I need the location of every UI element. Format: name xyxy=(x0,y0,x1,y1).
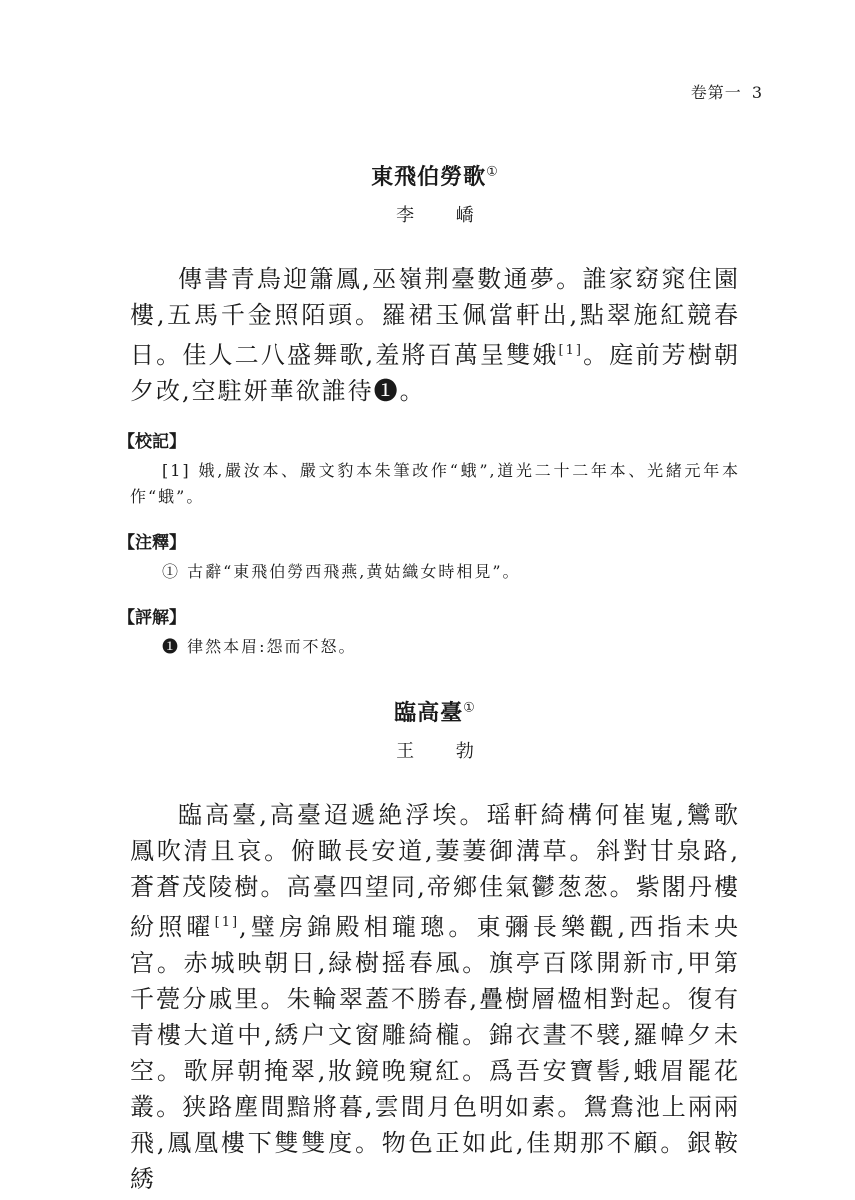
footnote-marker: ① xyxy=(463,700,476,716)
page-number: 3 xyxy=(751,83,763,102)
poem-title-text: 臨高臺 xyxy=(394,700,464,726)
commentary-marker: ❶ xyxy=(373,377,400,405)
annotation-note: ① 古辭“東飛伯勞西飛燕,黄姑織女時相見”。 xyxy=(162,562,521,581)
collation-ref: [1] xyxy=(214,915,240,930)
poem-title-text: 東飛伯勞歌 xyxy=(371,164,487,190)
collation-ref: [1] xyxy=(558,343,583,358)
collation-note: [1] 娥,嚴汝本、嚴文豹本朱筆改作“蛾”,道光二十二年本、光緒元年本作“蛾”。 xyxy=(130,461,740,506)
poem-title-2 xyxy=(130,696,740,727)
poem-text: ,璧房錦殿相瓏璁。東彌長樂觀,西指未央宫。赤城映朝日,緑樹摇春風。旗亭百隊開新市,甲第千甍分戚里。朱輪翠蓋不勝春,疊樹層楹相對起。復有青樓大道中,綉户文窗雕綺櫳。錦衣晝不襞,羅幃夕未空。歌屏朝掩翠,妝鏡晚窺紅。爲吾安寶髻,蛾眉罷花叢。狭路塵間黯將暮,雲間月色明如素。鴛鴦池上兩兩飛,鳳凰樓下雙雙度。物色正如此,佳期那不顧。銀鞍綉 xyxy=(130,913,740,1193)
poem-text: 臨高臺,高臺迢遞絶浮埃。瑶軒綺構何崔嵬,鸞歌鳳吹清且哀。俯瞰長安道,萋萋御溝草。斜對甘泉路,蒼蒼茂陵樹。高臺四望同,帝鄉佳氣鬱葱葱。紫閣丹樓紛照曜 xyxy=(130,801,740,941)
poem-text: 傳書青鳥迎簫鳳,巫嶺荆臺數通夢。誰家窈窕住園樓,五馬千金照陌頭。羅裙玉佩當軒出,點翠施紅競春日。佳人二八盛舞歌,羞將百萬呈雙娥 xyxy=(130,265,740,369)
poem-text: 。庭前芳樹朝夕改,空駐妍華欲誰待 xyxy=(130,341,740,405)
commentary-heading: 【評解】 xyxy=(118,608,186,628)
poem-body-2 xyxy=(130,797,740,1197)
commentary-note: ❶ 律然本眉:怨而不怒。 xyxy=(162,637,357,656)
annotation-heading: 【注釋】 xyxy=(118,533,186,553)
chapter-label: 卷第一 xyxy=(690,83,742,102)
footnote-marker: ① xyxy=(486,164,499,180)
poem-body-1 xyxy=(130,261,740,409)
poem-author-1: 李 嶠 xyxy=(396,205,492,226)
poem-title-1 xyxy=(130,160,740,191)
poem-text: 。 xyxy=(399,377,426,405)
page-content xyxy=(118,160,740,1197)
running-header xyxy=(691,80,763,103)
collation-heading: 【校記】 xyxy=(118,432,186,452)
poem-author-2: 王 勃 xyxy=(396,741,492,762)
